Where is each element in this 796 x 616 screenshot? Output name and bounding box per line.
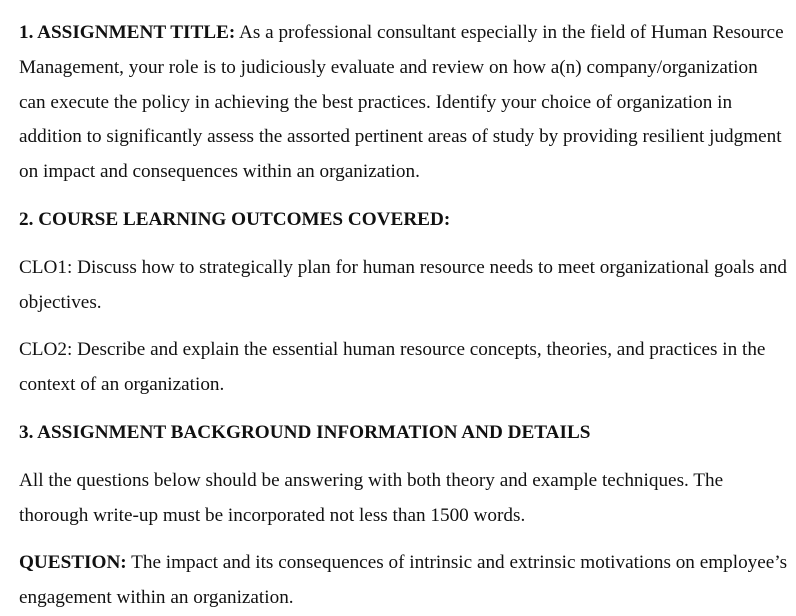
- question-text: The impact and its consequences of intrinsic and extrinsic motivations on employee’s engagement within an organization.: [19, 552, 788, 609]
- background-info-heading: 3. ASSIGNMENT BACKGROUND INFORMATION AND DETAILS: [19, 421, 591, 443]
- clo2-paragraph: CLO2: Describe and explain the essential human resource concepts, theories, and practices in the context of an organization.: [19, 339, 766, 396]
- question-paragraph: [19, 546, 789, 616]
- clo1-paragraph: CLO1: Discuss how to strategically plan for human resource needs to meet organizational goals and objectives.: [19, 256, 788, 313]
- assignment-title-paragraph: [19, 16, 789, 190]
- assignment-title-label: 1. ASSIGNMENT TITLE:: [19, 22, 236, 43]
- learning-outcomes-heading: 2. COURSE LEARNING OUTCOMES COVERED:: [19, 208, 451, 230]
- question-label: QUESTION:: [19, 552, 127, 574]
- assignment-document: [19, 16, 789, 616]
- background-details-paragraph: All the questions below should be answering with both theory and example techniques. The thorough write-up must be incorporated not less than 1500 words.: [19, 469, 724, 526]
- assignment-title-text: As a professional consultant especially in the field of Human Resource Management, your role is to judiciously evaluate and review on how a(n) company/organization can execute the policy in achieving the best practices. Identify your choice of organization in addition to significantly assess the assorted pertinent areas of study by providing resilient judgment on impact and consequences within an organization.: [19, 22, 784, 183]
